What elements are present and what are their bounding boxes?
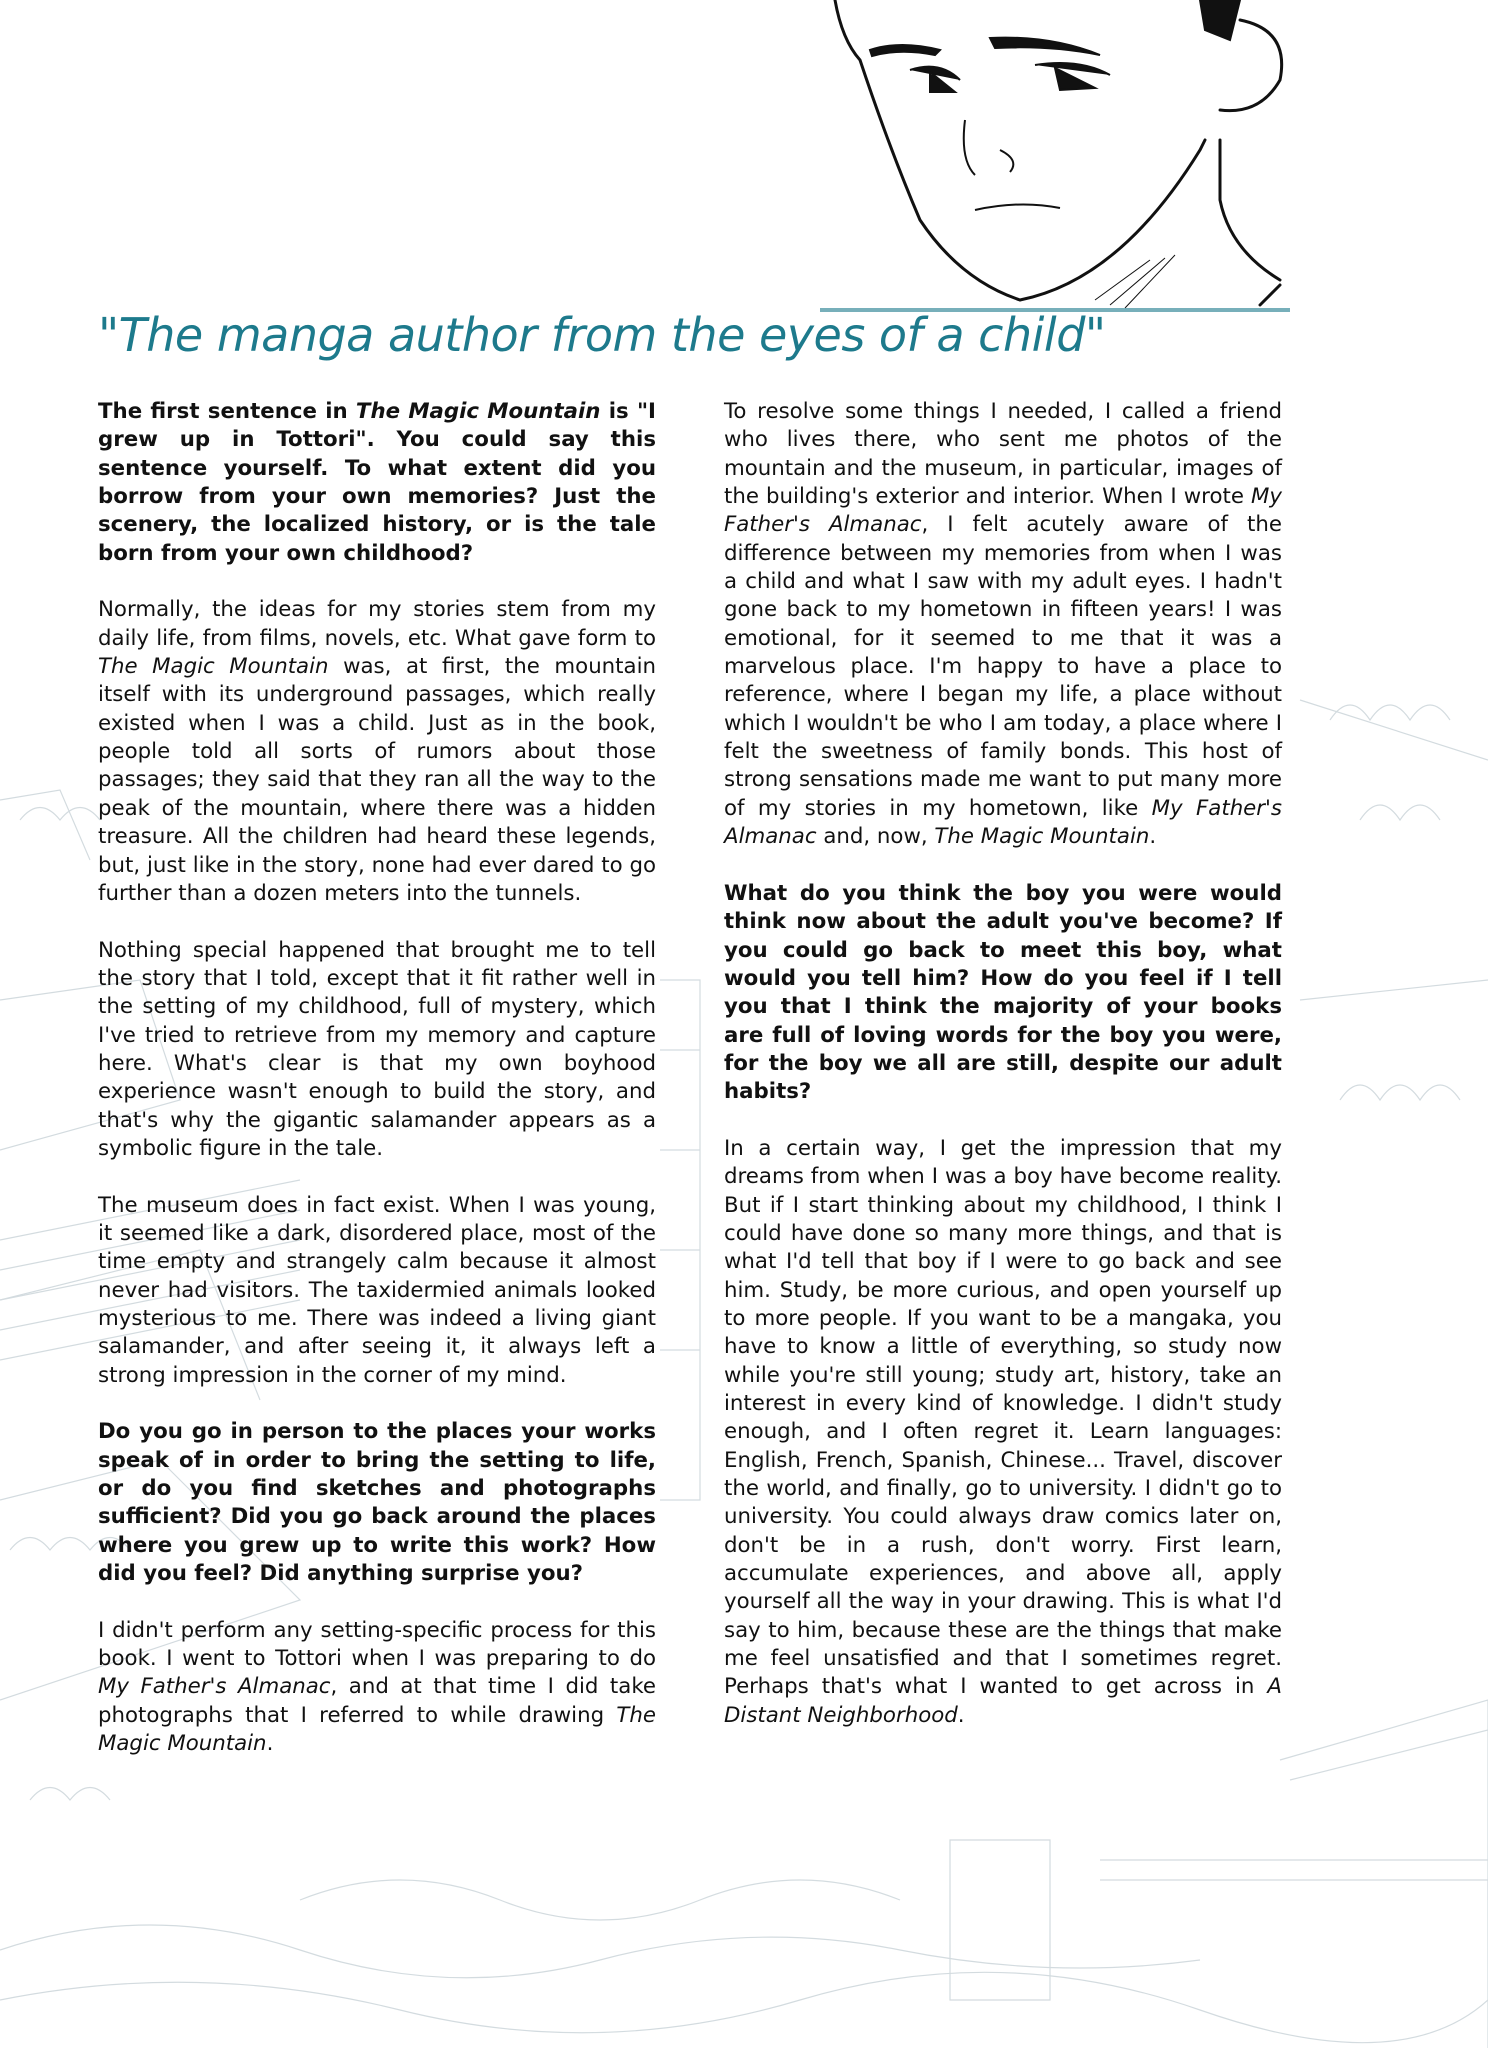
interview-answer <box>98 1617 656 1759</box>
interview-answer <box>724 398 1282 852</box>
left-column <box>98 398 656 1787</box>
paragraph-text: To resolve some things I needed, I called a friend who lives there, who sent me photos of the mountain and the museum, in particular, images of the building's exterior and interior. When I wrote <box>724 399 1282 510</box>
book-title-text: The Magic Mountain <box>98 654 329 680</box>
paragraph-text: . <box>957 1702 965 1728</box>
book-title-text: The Magic Mountain <box>98 1702 656 1757</box>
paragraph-text: The museum does in fact exist. When I was young, it seemed like a dark, disordered place, most of the time empty and strangely calm because it almost never had visitors. The taxidermied animals looked mysterious to me. There was indeed a living giant salamander, and after seeing it, it always left a strong impression in the corner of my mind. <box>98 1192 656 1388</box>
paragraph-text: was, at first, the mountain itself with its underground passages, which really existed when I was a child. Just as in the book, people told all sorts of rumors about those passages; they said that they ran all the way to the peak of the mountain, where there was a hidden treasure. All the children had heard these legends, but, just like in the story, none had ever dared to go further than a dozen meters into the tunnels. <box>98 654 656 906</box>
paragraph-text: Normally, the ideas for my stories stem from my daily life, from films, novels, etc. What gave form to <box>98 597 656 651</box>
article-title: "The manga author from the eyes of a child" <box>98 308 1106 362</box>
paragraph-text: Nothing special happened that brought me to tell the story that I told, except that it fit rather well in the setting of my childhood, full of mystery, which I've tried to retrieve from my memory and capture here. What's clear is that my own boyhood experience wasn't enough to build the story, and that's why the gigantic salamander appears as a symbolic figure in the tale. <box>98 937 656 1161</box>
paragraph-text: and, now, <box>816 824 935 850</box>
interview-answer <box>98 937 656 1164</box>
book-title-text: The Magic Mountain <box>355 399 601 424</box>
interview-question <box>98 398 656 568</box>
book-title-text: My Father's Almanac <box>98 1674 331 1700</box>
interview-answer <box>98 596 656 908</box>
interview-question <box>724 880 1282 1107</box>
interview-question <box>98 1418 656 1588</box>
interview-answer <box>724 1135 1282 1730</box>
manga-boy-portrait-illustration <box>820 0 1290 312</box>
paragraph-text: is "I grew up in Tottori". You could say this sentence yourself. To what extent did you borrow from your own memories? Just the scenery, the localized history, or is the tale born from your own childhood? <box>98 399 656 566</box>
book-title-text: My Father's Almanac <box>724 795 1282 850</box>
paragraph-text: , and at that time I did take photographs that I referred to while drawing <box>98 1674 656 1728</box>
paragraph-text: Do you go in person to the places your works speak of in order to bring the setting to life, or do you find sketches and photographs sufficient? Did you go back around the places where you grew up to write this work? How did you feel? Did anything surprise you? <box>98 1419 656 1587</box>
book-title-text: A Distant Neighborhood <box>724 1674 1282 1728</box>
paragraph-text: In a certain way, I get the impression that my dreams from when I was a boy have become reality. But if I start thinking about my childhood, I think I could have done so many more things, and that is what I'd tell that boy if I were to go back and see him. Study, be more curious, and open yourself up to more people. If you want to be a mangaka, you have to know a little of everything, so study now while you're still young; study art, history, take an interest in every kind of knowledge. I didn't study enough, and I often regret it. Learn languages: English, French, Spanish, Chinese... Travel, discover the world, and finally, go to university. I didn't go to university. You could always draw comics later on, don't be in a rush, don't worry. First learn, accumulate experiences, and above all, apply yourself all the way in your drawing. This is what I'd say to him, because these are the things that make me feel unsatisfied and that I sometimes regret. Perhaps that's what I wanted to get across in <box>724 1135 1282 1700</box>
book-title-text: The Magic Mountain <box>934 824 1150 850</box>
paragraph-text: . <box>1149 824 1157 850</box>
paragraph-text: What do you think the boy you were would think now about the adult you've become? If you could go back to meet this boy, what would you tell him? How do you feel if I tell you that I think the majority of your books are full of loving words for the boy you were, for the boy we all are still, despite our adult habits? <box>724 880 1282 1105</box>
paragraph-text: . <box>266 1731 274 1757</box>
paragraph-text: The first sentence in <box>98 399 356 424</box>
right-column <box>724 398 1282 1759</box>
paragraph-text: , I felt acutely aware of the difference between my memories from when I was a child and what I saw with my adult eyes. I hadn't gone back to my hometown in fifteen years! I was emotional, for it seemed to me that it was a marvelous place. I'm happy to have a place to reference, where I began my life, a place without which I wouldn't be who I am today, a place where I felt the sweetness of family bonds. This host of strong sensations made me want to put many more of my stories in my hometown, like <box>724 512 1282 821</box>
interview-answer <box>98 1192 656 1390</box>
paragraph-text: I didn't perform any setting-specific process for this book. I went to Tottori when I was preparing to do <box>98 1617 656 1672</box>
book-title-text: My Father's Almanac <box>724 484 1282 538</box>
